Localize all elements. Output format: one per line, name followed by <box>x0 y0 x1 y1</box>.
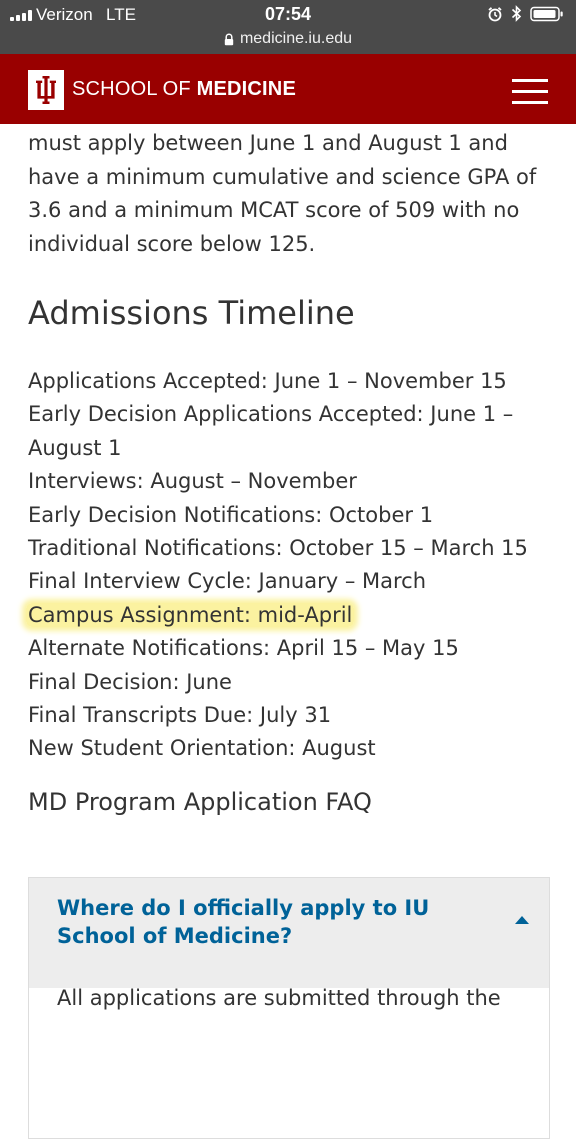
highlighted-timeline-item: Campus Assignment: mid-April <box>28 602 353 627</box>
faq-heading: MD Program Application FAQ <box>28 788 372 816</box>
battery-icon <box>530 6 564 22</box>
status-icons <box>487 5 564 22</box>
admissions-timeline-list <box>28 365 548 766</box>
faq-question: Where do I officially apply to IU School of Medicine? <box>57 896 430 948</box>
hamburger-menu-icon[interactable] <box>510 76 550 106</box>
admissions-timeline-heading: Admissions Timeline <box>28 294 355 332</box>
bluetooth-icon <box>511 5 522 22</box>
timeline-item: Early Decision Applications Accepted: June 1 – August 1 <box>28 402 514 460</box>
timeline-item: Interviews: August – November <box>28 469 357 494</box>
timeline-item: Applications Accepted: June 1 – November 15 <box>28 369 507 393</box>
site-title-emphasis: MEDICINE <box>196 78 296 100</box>
faq-answer: All applications are submitted through the <box>57 986 501 1010</box>
timeline-item: Alternate Notifications: April 15 – May 15 <box>28 636 459 661</box>
trident-icon <box>33 74 59 106</box>
site-header <box>0 54 576 124</box>
site-title[interactable] <box>72 78 296 101</box>
timeline-item <box>28 599 548 632</box>
trident-logo[interactable] <box>28 70 64 110</box>
alarm-icon <box>487 6 503 22</box>
carrier-label: Verizon <box>36 5 93 24</box>
browser-chrome <box>0 0 576 54</box>
status-time: 07:54 <box>264 4 312 24</box>
timeline-item: Traditional Notifications: October 15 – March 15 <box>28 536 528 561</box>
network-label: LTE <box>106 5 136 24</box>
timeline-item: Final Decision: June <box>28 669 232 694</box>
timeline-item: Early Decision Notifications: October 1 <box>28 502 434 527</box>
lock-icon <box>224 33 234 46</box>
caret-up-icon <box>515 916 529 924</box>
url-text: medicine.iu.edu <box>239 30 353 47</box>
timeline-item: Final Transcripts Due: July 31 <box>28 703 332 728</box>
timeline-item: Final Interview Cycle: January – March <box>28 569 427 594</box>
eligibility-paragraph: must apply between June 1 and August 1 and have a minimum cumulative and science GPA of 3.6 and a minimum MCAT score of 509 with no individual score below 125. <box>28 131 537 256</box>
site-title-prefix: SCHOOL OF <box>72 78 197 100</box>
faq-accordion-toggle[interactable] <box>29 878 549 989</box>
address-bar[interactable] <box>0 27 576 51</box>
timeline-item: New Student Orientation: August <box>28 736 376 761</box>
status-bar <box>0 0 576 30</box>
main-content <box>28 124 548 1010</box>
faq-accordion <box>28 877 550 1139</box>
